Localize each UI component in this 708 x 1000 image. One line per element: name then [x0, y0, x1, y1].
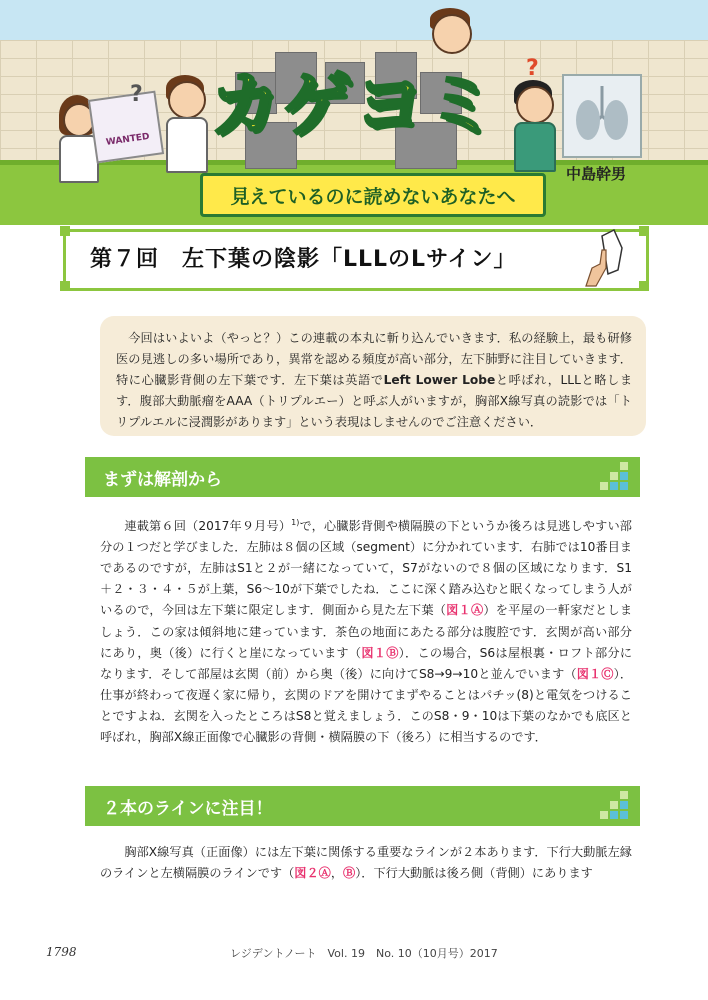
body-text: 連載第６回（2017年９月号） [124, 519, 292, 534]
character-doctor [160, 75, 210, 175]
xray-board-icon [562, 74, 642, 158]
poster-label: WANTED [105, 131, 151, 148]
decorative-squares-icon [582, 789, 632, 823]
section1-paragraph [100, 512, 632, 748]
journal-info: レジデントノート Vol. 19 No. 10（10月号）2017 [230, 947, 498, 960]
section2-paragraph [100, 842, 632, 884]
chapter-title: 第７回 左下葉の陰影「LLLのLサイン」 [90, 247, 517, 272]
section-header [85, 457, 640, 497]
body-text: ）．下行大動脈は後ろ側（背側）にあります [355, 866, 593, 881]
figure-reference[interactable]: 図１Ⓒ [576, 666, 614, 681]
pointing-hand-icon [582, 228, 632, 288]
question-mark-icon: ? [130, 82, 143, 107]
character-peeking [428, 8, 472, 52]
citation-superscript: 1) [291, 518, 300, 527]
figure-reference[interactable]: 図１Ⓑ [361, 645, 399, 660]
section-heading: まずは解剖から [103, 470, 222, 490]
figure-reference[interactable]: 図１Ⓐ [446, 603, 484, 618]
intro-text: 今回はいよいよ（やっと？）この連載の本丸に斬り込んでいきます．私の経験上，最も研修医の見逃しの多い場所であり，異常を認める頻度が高い部分，左下肺野に注目していきます．特に心臓影背側の左下葉です．左下葉は英語で [116, 331, 632, 387]
header-banner [0, 0, 708, 225]
series-subtitle: 見えているのに読めないあなたへ [200, 173, 546, 217]
section-header [85, 786, 640, 826]
figure-reference[interactable]: 図２Ⓐ [294, 866, 331, 881]
wanted-poster [88, 91, 164, 164]
question-mark-icon: ? [526, 56, 539, 81]
intro-paragraph [116, 328, 632, 433]
body-text: ）．仕事が終わって夜遅く家に帰り，玄関のドアを開けてまずやることはパチッ(8)と電気をつけることですよね．玄関を入ったところはS8と覚えましょう．このS8・9・10は下葉のなかでも底区と呼ばれ，胸部X線正面像で心臓影の背側・横隔膜の下（後ろ）に相当するのです． [100, 666, 633, 744]
intro-box [100, 316, 646, 436]
figure-reference[interactable]: Ⓑ [343, 866, 356, 881]
page-number: 1798 [46, 945, 77, 959]
character-student [508, 80, 558, 175]
intro-text: と呼ばれ，LLLと略します．腹部大動脈瘤をAAA（トリプルエー）と呼ぶ人がいますが，胸部X線写真の読影では「トリプルエルに浸潤影があります」という表現はしませんのでご注意ください． [116, 373, 633, 429]
body-text: ）．この場合，S6は屋根裏・ロフト部分になります．そして部屋は玄関（前）から奥（後）に向けてS8→9→10と並んでいます（ [100, 645, 633, 681]
section-heading: ２本のラインに注目！ [103, 799, 273, 819]
body-text: ， [330, 866, 344, 881]
author-name: 中島幹男 [566, 165, 627, 183]
body-text: 胸部X線写真（正面像）には左下葉に関係する重要なラインが２本あります．下行大動脈左縁のラインと左横隔膜のラインです（ [100, 845, 632, 881]
decorative-squares-icon [582, 460, 632, 494]
body-text: で，心臓影背側や横隔膜の下というか後ろは見逃しやすい部分の１つだと学びました．左肺は８個の区域（segment）に分かれています．右肺では10番目まであるのですが，左肺はS1と２が一緒になっていて，S7がないので８個の区域になります．S1＋２・３・４・５が上葉，S6〜10が下葉でしたね．ここに深く踏み込むと眠くなってしまう人がいるので，今回は左下葉に限定します．側面から見た左下葉（ [100, 519, 632, 618]
series-logo: カゲヨミ [210, 64, 498, 146]
body-text: ）を平屋の一軒家だとしましょう．この家は傾斜地に建っています．茶色の地面にあたる部分は腹腔です．玄関が高い部分にあり，奥（後）に行くと崖になっています（ [100, 603, 633, 660]
intro-term: Left Lower Lobe [383, 373, 496, 387]
